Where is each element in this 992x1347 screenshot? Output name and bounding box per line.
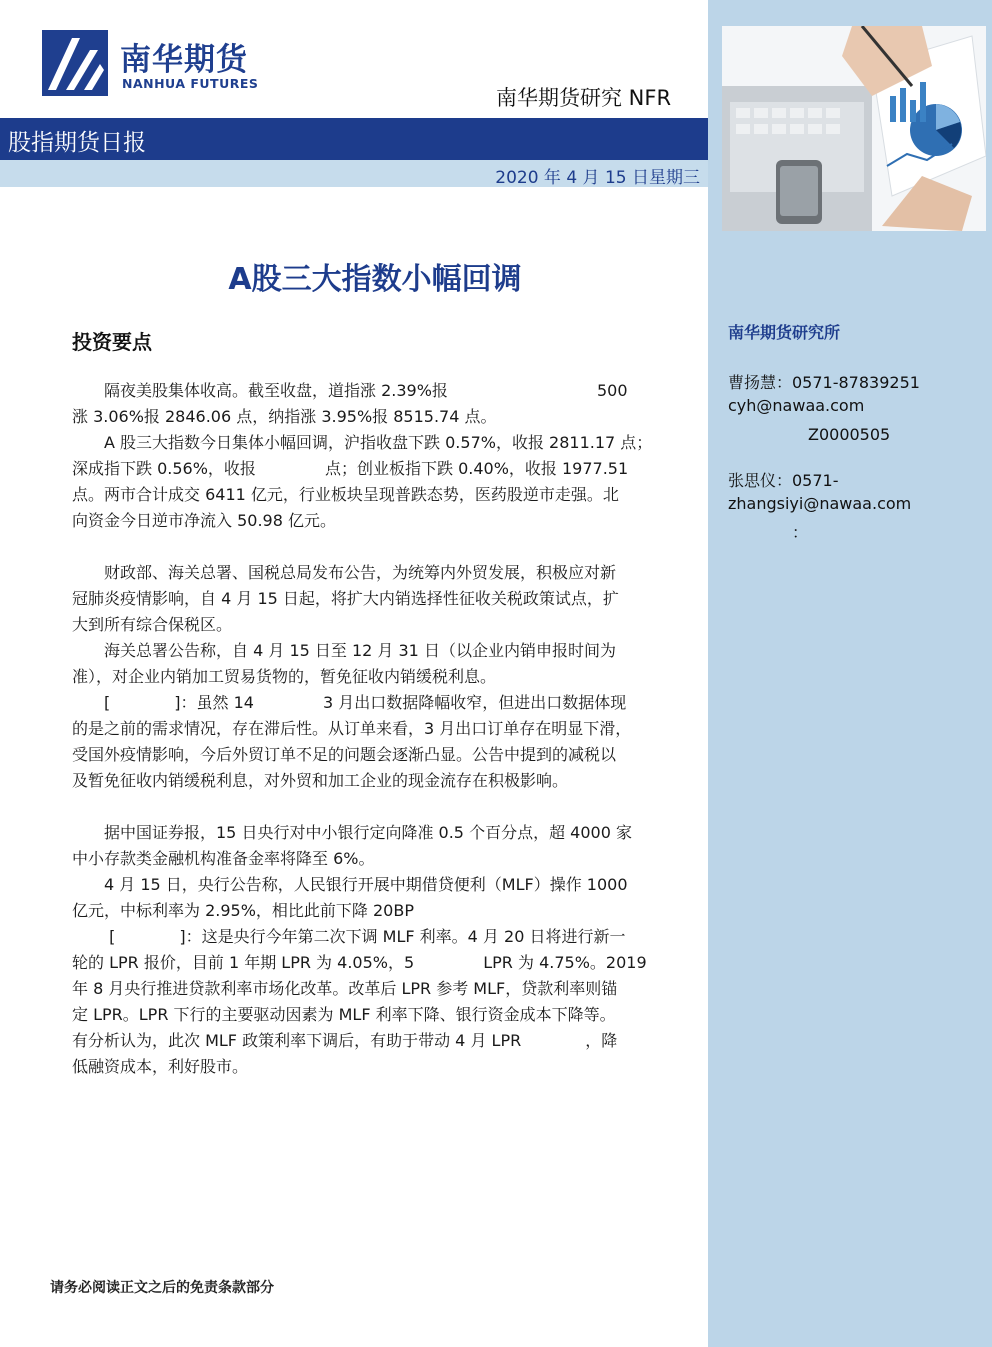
body-line: 年 8 月央行推进贷款利率市场化改革。改革后 LPR 参考 MLF，贷款利率则锚 [72, 979, 618, 998]
report-type-bar [0, 118, 708, 160]
body-line: 有分析认为，此次 MLF 政策利率下调后，有助于带动 4 月 LPR ，降 [72, 1031, 618, 1050]
analyst-1-phone: 曹扬慧：0571-87839251 [728, 373, 920, 392]
body-line: 亿元，中标利率为 2.95%，相比此前下降 20BP [72, 901, 414, 920]
research-institute: 南华期货研究所 [728, 323, 841, 342]
section-title: 投资要点 [72, 330, 152, 354]
body-line: 据中国证券报，15 日央行对中小银行定向降准 0.5 个百分点，超 4000 家 [72, 823, 632, 842]
headline: A股三大指数小幅回调 [228, 262, 522, 297]
logo-english-name: NANHUA FUTURES [122, 76, 259, 91]
body-line: 的是之前的需求情况，存在滞后性。从订单来看，3 月出口订单存在明显下滑， [72, 719, 632, 738]
company-logo [42, 30, 262, 96]
body-line: 大到所有综合保税区。 [72, 615, 233, 634]
analyst-2-license: ： [728, 523, 809, 542]
laptop-chart-illustration [722, 26, 986, 231]
body-line: 中小存款类金融机构准备金率将降至 6%。 [72, 849, 375, 868]
logo-chinese-name: 南华期货 [120, 42, 248, 78]
body-line: 财政部、海关总署、国税总局发布公告，为统筹内外贸发展，积极应对新 [72, 563, 617, 582]
body-line: 海关总署公告称，自 4 月 15 日至 12 月 31 日（以企业内销申报时间为 [72, 641, 616, 660]
date-bar [0, 160, 708, 187]
body-line: 定 LPR。LPR 下行的主要驱动因素为 MLF 利率下降、银行资金成本下降等。 [72, 1005, 616, 1024]
cover-photo [722, 26, 986, 231]
body-line: 及暂免征收内销缓税利息，对外贸和加工企业的现金流存在积极影响。 [72, 771, 569, 790]
body-line: 冠肺炎疫情影响，自 4 月 15 日起，将扩大内销选择性征收关税政策试点，扩 [72, 589, 619, 608]
body-line: 轮的 LPR 报价，目前 1 年期 LPR 为 4.05%，5 LPR 为 4.75%。2019 [72, 953, 647, 972]
report-type-title: 股指期货日报 [8, 130, 146, 156]
body-line: 向资金今日逆市净流入 50.98 亿元。 [72, 511, 336, 530]
body-line: 隔夜美股集体收高。截至收盘，道指涨 2.39%报 500 [72, 381, 628, 400]
body-line: [ ]：虽然 14 3 月出口数据降幅收窄，但进出口数据体现 [72, 693, 627, 712]
report-date: 2020 年 4 月 15 日星期三 [495, 168, 700, 188]
brand-line: 南华期货研究 NFR [496, 86, 672, 110]
body-line: 深成指下跌 0.56%，收报 点；创业板指下跌 0.40%，收报 1977.51 [72, 459, 629, 478]
analyst-2-phone: 张思仪：0571- [728, 471, 839, 490]
body-line: A 股三大指数今日集体小幅回调，沪指收盘下跌 0.57%，收报 2811.17 点； [72, 433, 653, 452]
body-line: [ ]：这是央行今年第二次下调 MLF 利率。4 月 20 日将进行新一 [72, 927, 626, 946]
analyst-1-license: Z0000505 [728, 425, 891, 444]
body-line: 低融资成本，利好股市。 [72, 1057, 249, 1076]
body-line: 准），对企业内销加工贸易货物的，暂免征收内销缓税利息。 [72, 667, 497, 686]
nanhua-logo-icon [42, 30, 108, 96]
disclaimer-footer: 请务必阅读正文之后的免责条款部分 [50, 1280, 274, 1296]
sidebar [708, 0, 992, 1347]
body-line: 受国外疫情影响，今后外贸订单不足的问题会逐渐凸显。公告中提到的减税以 [72, 745, 617, 764]
body-line: 4 月 15 日，央行公告称，人民银行开展中期借贷便利（MLF）操作 1000 [72, 875, 628, 894]
analyst-1-email[interactable]: cyh@nawaa.com [728, 396, 865, 415]
body-line: 点。两市合计成交 6411 亿元，行业板块呈现普跌态势，医药股逆市走强。北 [72, 485, 619, 504]
body-line: 涨 3.06%报 2846.06 点，纳指涨 3.95%报 8515.74 点。 [72, 407, 497, 426]
analyst-2-email[interactable]: zhangsiyi@nawaa.com [728, 494, 912, 513]
